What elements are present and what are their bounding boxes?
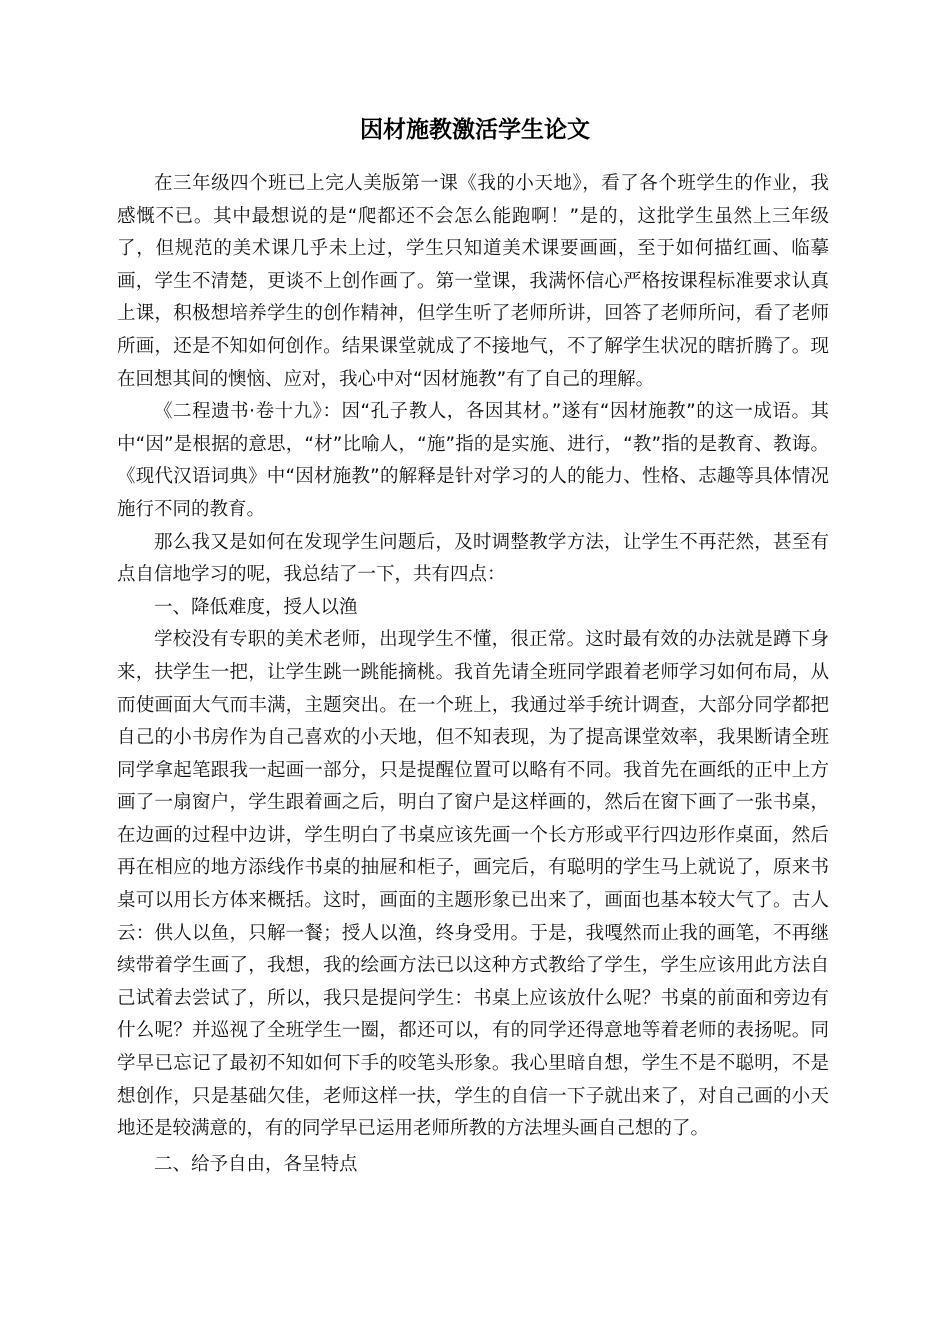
document-title: 因材施教激活学生论文	[360, 117, 590, 143]
document-body	[117, 168, 829, 1181]
section-heading-1: 一、降低难度，授人以渔	[154, 596, 358, 618]
paragraph-summary: 那么我又是如何在发现学生问题后，及时调整教学方法，让学生不再茫然，甚至有点自信地学习的呢，我总结了一下，共有四点：	[117, 531, 829, 586]
section-heading-2: 二、给予自由，各呈特点	[154, 1153, 358, 1175]
paragraph-section-1: 学校没有专职的美术老师，出现学生不懂，很正常。这时最有效的办法就是蹲下身来，扶学生一把，让学生跳一跳能摘桃。我首先请全班同学跟着老师学习如何布局，从而使画面大气而丰满，主题突出。在一个班上，我通过举手统计调查，大部分同学都把自己的小书房作为自己喜欢的小天地，但不知表现，为了提高课堂效率，我果断请全班同学拿起笔跟我一起画一部分，只是提醒位置可以略有不同。我首先在画纸的正中上方画了一扇窗户，学生跟着画之后，明白了窗户是这样画的，然后在窗下画了一张书桌，在边画的过程中边讲，学生明白了书桌应该先画一个长方形或平行四边形作桌面，然后再在相应的地方添线作书桌的抽屉和柜子，画完后，有聪明的学生马上就说了，原来书桌可以用长方体来概括。这时，画面的主题形象已出来了，画面也基本较大气了。古人云：供人以鱼，只解一餐；授人以渔，终身受用。于是，我嘎然而止我的画笔，不再继续带着学生画了，我想，我的绘画方法已以这种方式教给了学生，学生应该用此方法自己试着去尝试了，所以，我只是提问学生：书桌上应该放什么呢？书桌的前面和旁边有什么呢？并巡视了全班学生一圈，都还可以，有的同学还得意地等着老师的表扬呢。同学早已忘记了最初不知如何下手的咬笔头形象。我心里暗自想，学生不是不聪明，不是想创作，只是基础欠佳，老师这样一扶，学生的自信一下子就出来了，对自己画的小天地还是较满意的，有的同学早已运用老师所教的方法埋头画自己想的了。	[117, 629, 829, 1140]
paragraph-definition: 《二程遗书·卷十九》：因“孔子教人，各因其材。”遂有“因材施教”的这一成语。其中“因”是根据的意思，“材”比喻人，“施”指的是实施、进行，“教”指的是教育、教诲。《现代汉语词典》中“因材施教”的解释是针对学习的人的能力、性格、志趣等具体情况施行不同的教育。	[117, 401, 829, 520]
paragraph-intro: 在三年级四个班已上完人美版第一课《我的小天地》，看了各个班学生的作业，我感慨不已。其中最想说的是“爬都还不会怎么能跑啊！”是的，这批学生虽然上三年级了，但规范的美术课几乎未上过，学生只知道美术课要画画，至于如何描红画、临摹画，学生不清楚，更谈不上创作画了。第一堂课，我满怀信心严格按课程标准要求认真上课，积极想培养学生的创作精神，但学生听了老师所讲，回答了老师所问，看了老师所画，还是不知如何创作。结果课堂就成了不接地气，不了解学生状况的瞎折腾了。现在回想其间的懊恼、应对，我心中对“因材施教”有了自己的理解。	[117, 173, 829, 390]
